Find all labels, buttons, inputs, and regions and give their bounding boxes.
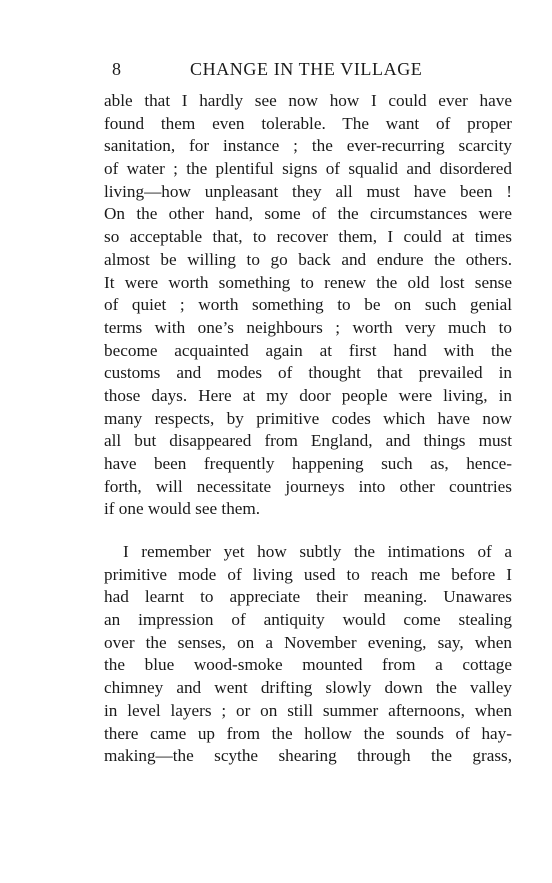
paragraph-1 [104, 90, 512, 521]
text-line: those days. Here at my door people were living, in [104, 385, 512, 405]
text-line: in level layers ; or on still summer afternoons, when [104, 700, 512, 720]
text-line: It were worth something to renew the old lost sense [104, 272, 512, 292]
text-line: chimney and went drifting slowly down the valley [104, 678, 512, 698]
text-line: almost be willing to go back and endure the others. [104, 249, 512, 269]
paragraph-2 [104, 541, 512, 768]
text-line: if one would see them. [104, 499, 261, 519]
text-line: had learnt to appreciate their meaning. Unawares [104, 587, 512, 607]
text-line: the blue wood-smoke mounted from a cottage [104, 655, 512, 675]
text-line: become acquainted again at first hand with the [104, 340, 512, 360]
text-line: an impression of antiquity would come stealing [104, 610, 512, 630]
text-line: of water ; the plentiful signs of squalid and disordered [104, 159, 512, 179]
text-line: sanitation, for instance ; the ever-recurring scarcity [104, 136, 512, 156]
text-line: over the senses, on a November evening, say, when [104, 632, 512, 652]
text-line: terms with one’s neighbours ; worth very much to [104, 317, 512, 337]
text-line: able that I hardly see now how I could ever have [104, 91, 512, 110]
running-title: CHANGE IN THE VILLAGE [190, 59, 423, 79]
text-line: living—how unpleasant they all must have been ! [104, 181, 512, 201]
text-line: customs and modes of thought that prevailed in [104, 363, 512, 383]
text-line: of quiet ; worth something to be on such genial [104, 295, 512, 315]
text-line: so acceptable that, to recover them, I could at times [104, 227, 512, 247]
text-line: forth, will necessitate journeys into other countries [104, 476, 512, 496]
text-line: there came up from the hollow the sounds of hay- [104, 723, 512, 743]
text-line: On the other hand, some of the circumstances were [104, 204, 512, 224]
text-line: found them even tolerable. The want of proper [104, 113, 512, 133]
page-number: 8 [112, 59, 121, 79]
text-line: primitive mode of living used to reach me before I [104, 564, 512, 584]
text-line: making—the scythe shearing through the grass, [104, 746, 512, 766]
text-line: I remember yet how subtly the intimations of a [123, 542, 512, 561]
text-line: have been frequently happening such as, hence- [104, 454, 512, 473]
text-line: many respects, by primitive codes which have now [104, 408, 512, 428]
running-head [112, 57, 512, 81]
text-line: all but disappeared from England, and things must [104, 431, 512, 451]
